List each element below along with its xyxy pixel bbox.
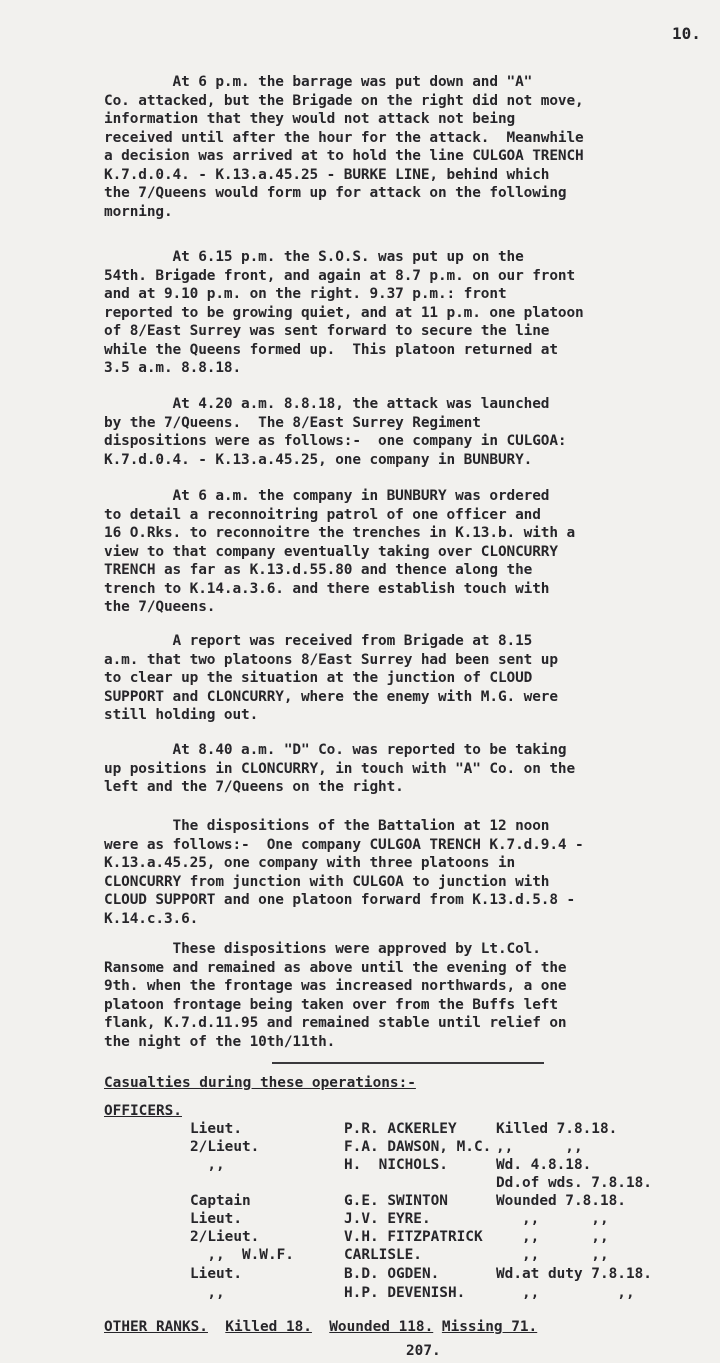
officer-rank: Lieut. [190, 1121, 242, 1137]
text-line: by the 7/Queens. The 8/East Surrey Regiment [104, 414, 481, 431]
officer-status: ,, ,, [496, 1211, 609, 1227]
killed-count: Killed 18. [225, 1319, 312, 1335]
text-line: TRENCH as far as K.13.d.55.80 and thence along the [104, 562, 533, 578]
officer-status: ,, ,, [496, 1247, 609, 1263]
officer-name: V.H. FITZPATRICK [344, 1229, 483, 1245]
officer-name: P.R. ACKERLEY [344, 1121, 457, 1137]
officer-name: CARLISLE. [344, 1247, 422, 1263]
officer-status: Killed 7.8.18. [496, 1121, 618, 1137]
officer-name: H. NICHOLS. [344, 1157, 448, 1173]
text-line: still holding out. [104, 707, 259, 723]
text-line: left and the 7/Queens on the right. [104, 779, 404, 795]
wounded-count: Wounded 118. [329, 1319, 434, 1335]
officer-status: ,, ,, [496, 1139, 583, 1155]
text-line: At 4.20 a.m. 8.8.18, the attack was launched [104, 396, 550, 412]
text-line: Co. attacked, but the Brigade on the right did not move, [104, 92, 584, 109]
text-line: the night of the 10th/11th. [104, 1033, 336, 1050]
text-line: CLONCURRY from junction with CULGOA to junction with [104, 873, 550, 890]
officer-rank: ,, W.W.F. [190, 1247, 294, 1263]
missing-count: Missing 71. [441, 1319, 538, 1335]
officer-name: B.D. OGDEN. [344, 1266, 440, 1282]
other-ranks-summary [104, 1319, 537, 1335]
officer-status: ,, ,, [496, 1285, 635, 1301]
text-line: and at 9.10 p.m. on the right. 9.37 p.m.: front [104, 286, 507, 302]
text-line: up positions in CLONCURRY, in touch with "A" Co. on the [104, 760, 576, 777]
officer-rank: 2/Lieut. [190, 1229, 260, 1245]
paragraph [104, 395, 720, 469]
text-line: view to that company eventually taking over CLONCURRY [104, 543, 558, 560]
text-line: trench to K.14.a.3.6. and there establish touch with [104, 580, 550, 597]
text-line: platoon frontage being taken over from the Buffs left [104, 996, 558, 1013]
text-line: morning. [104, 203, 173, 220]
casualties-heading: Casualties during these operations:- [104, 1075, 416, 1091]
text-line: flank, K.7.d.11.95 and remained stable until relief on [104, 1015, 567, 1031]
officer-status: Dd.of wds. 7.8.18. [496, 1175, 652, 1191]
text-line: The dispositions of the Battalion at 12 noon [104, 818, 550, 834]
text-line: K.14.c.3.6. [104, 910, 199, 927]
text-line: At 6.15 p.m. the S.O.S. was put up on the [104, 249, 524, 265]
section-divider [272, 1062, 544, 1064]
text-line: K.13.a.45.25, one company with three platoons in [104, 855, 516, 871]
text-line: the 7/Queens. [104, 599, 216, 615]
text-line: These dispositions were approved by Lt.Col. [104, 941, 541, 957]
paragraph [104, 248, 720, 378]
text-line: 3.5 a.m. 8.8.18. [104, 360, 242, 376]
text-line: of 8/East Surrey was sent forward to secure the line [104, 323, 550, 339]
text-line: received until after the hour for the attack. Meanwhile [104, 129, 584, 146]
text-line: to detail a reconnoitring patrol of one officer and [104, 506, 541, 523]
paragraph [104, 817, 720, 928]
paragraph [104, 741, 720, 797]
text-line: dispositions were as follows:- one company in CULGOA: [104, 433, 567, 449]
text-line: K.7.d.0.4. - K.13.a.45.25 - BURKE LINE, behind which [104, 166, 550, 183]
paragraph [104, 632, 720, 725]
paragraph [104, 73, 720, 221]
text-line: 9th. when the frontage was increased northwards, a one [104, 978, 567, 994]
text-line: SUPPORT and CLONCURRY, where the enemy with M.G. were [104, 688, 558, 705]
text-line: 16 O.Rks. to reconnoitre the trenches in K.13.b. with a [104, 525, 576, 541]
officer-rank: Captain [190, 1193, 251, 1209]
officer-status: Wd.at duty 7.8.18. [496, 1266, 652, 1282]
text-line: the 7/Queens would form up for attack on the following [104, 185, 567, 201]
text-line: A report was received from Brigade at 8.15 [104, 633, 533, 649]
officer-name: H.P. DEVENISH. [344, 1285, 466, 1301]
text-line: At 8.40 a.m. "D" Co. was reported to be taking [104, 742, 567, 758]
text-line: while the Queens formed up. This platoon returned at [104, 341, 558, 358]
text-line: 54th. Brigade front, and again at 8.7 p.m. on our front [104, 267, 576, 284]
officer-name: J.V. EYRE. [344, 1211, 431, 1227]
officer-status: ,, ,, [496, 1229, 609, 1245]
text-line: were as follows:- One company CULGOA TRENCH K.7.d.9.4 - [104, 836, 584, 853]
footer-number: 207. [406, 1343, 441, 1359]
text-line: to clear up the situation at the junction of CLOUD [104, 670, 533, 686]
officer-name: G.E. SWINTON [344, 1193, 448, 1209]
officer-status: Wd. 4.8.18. [496, 1157, 592, 1173]
officers-heading: OFFICERS. [104, 1103, 182, 1119]
officer-rank: Lieut. [190, 1211, 242, 1227]
officer-rank: 2/Lieut. [190, 1139, 260, 1155]
officer-rank: Lieut. [190, 1266, 242, 1282]
text-line: information that they would not attack not being [104, 111, 516, 127]
text-line: At 6 p.m. the barrage was put down and "A" [104, 74, 533, 90]
paragraph [104, 940, 720, 1051]
page-number: 10. [672, 24, 701, 43]
text-line: CLOUD SUPPORT and one platoon forward from K.13.d.5.8 - [104, 892, 576, 908]
text-line: Ransome and remained as above until the evening of the [104, 959, 567, 976]
other-ranks-label: OTHER RANKS. [104, 1319, 208, 1335]
officer-rank: ,, [190, 1157, 225, 1173]
text-line: a decision was arrived at to hold the line CULGOA TRENCH [104, 148, 584, 164]
text-line: reported to be growing quiet, and at 11 p.m. one platoon [104, 304, 584, 321]
officer-name: F.A. DAWSON, M.C. [344, 1139, 492, 1155]
officer-rank: ,, [190, 1285, 225, 1301]
text-line: a.m. that two platoons 8/East Surrey had been sent up [104, 651, 558, 668]
text-line: K.7.d.0.4. - K.13.a.45.25, one company in BUNBURY. [104, 451, 533, 468]
paragraph [104, 487, 720, 617]
text-line: At 6 a.m. the company in BUNBURY was ordered [104, 488, 550, 504]
officer-status: Wounded 7.8.18. [496, 1193, 626, 1209]
